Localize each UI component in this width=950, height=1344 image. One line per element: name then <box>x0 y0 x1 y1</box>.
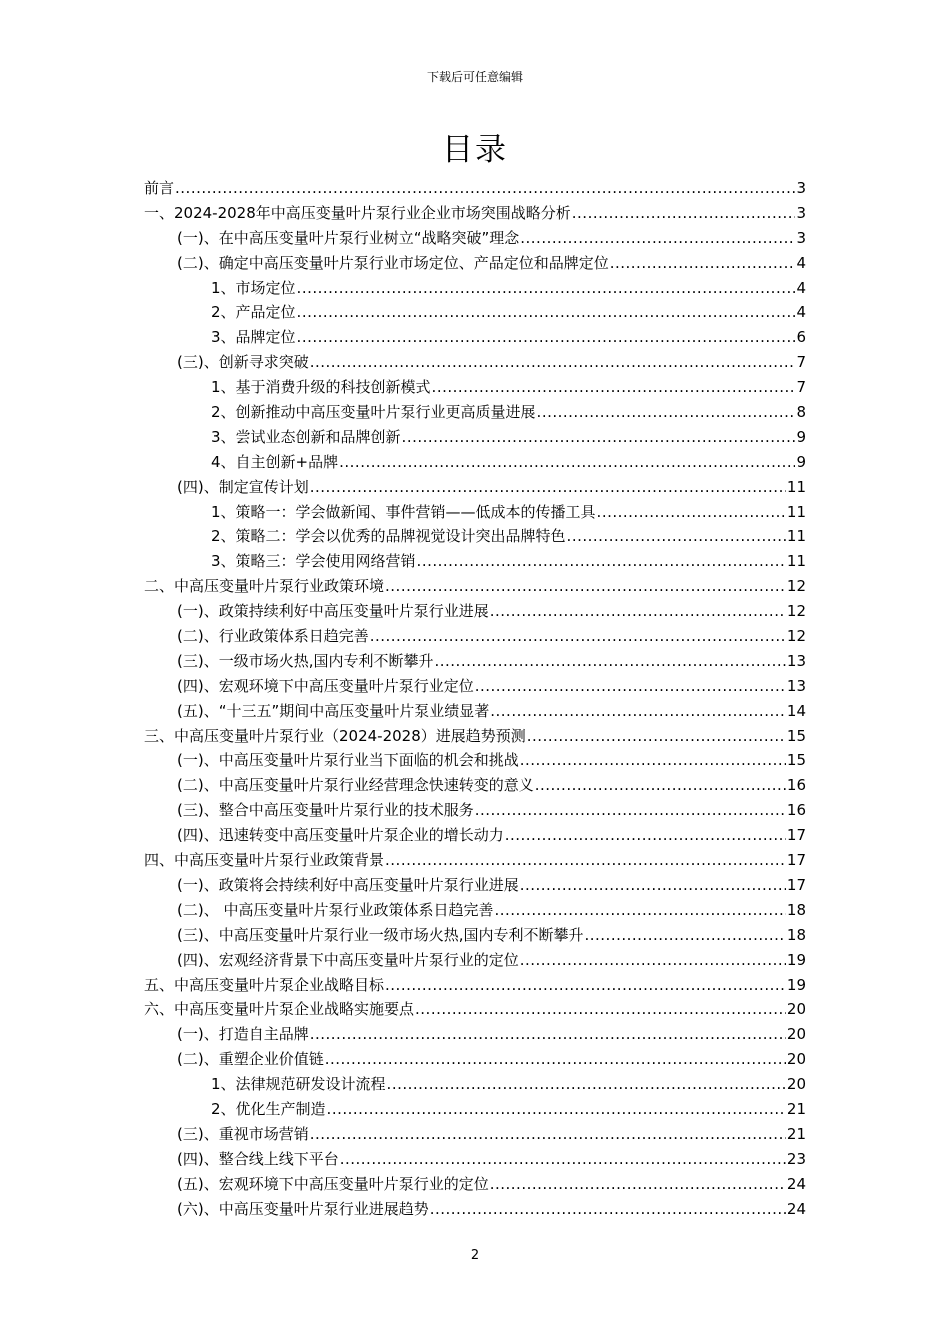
toc-entry-page: 12 <box>786 577 806 596</box>
toc-entry-page: 9 <box>796 427 806 446</box>
toc-entry-page: 12 <box>786 602 806 621</box>
toc-leader-dots <box>490 699 786 724</box>
toc-entry-text: 2、优化生产制造 <box>211 1099 326 1118</box>
toc-entry-page: 18 <box>786 925 806 944</box>
toc-entry-text: (一)、打造自主品牌 <box>177 1025 309 1044</box>
toc-entry-page: 21 <box>786 1099 806 1118</box>
toc-entry-text: 1、法律规范研发设计流程 <box>211 1075 386 1094</box>
toc-entry[interactable] <box>144 524 806 549</box>
toc-entry[interactable] <box>144 176 806 201</box>
toc-leader-dots <box>310 350 796 375</box>
toc-entry[interactable] <box>144 674 806 699</box>
toc-leader-dots <box>505 823 786 848</box>
toc-entry-page: 7 <box>796 353 806 372</box>
toc-entry[interactable] <box>144 948 806 973</box>
toc-entry-page: 21 <box>786 1124 806 1143</box>
table-of-contents <box>144 176 806 1221</box>
toc-leader-dots <box>175 176 795 201</box>
toc-entry-text: (四)、迅速转变中高压变量叶片泵企业的增长动力 <box>177 826 504 845</box>
toc-entry-text: (二)、确定中高压变量叶片泵行业市场定位、产品定位和品牌定位 <box>177 253 609 272</box>
toc-entry[interactable] <box>144 1172 806 1197</box>
toc-leader-dots <box>430 1197 786 1222</box>
toc-leader-dots <box>385 574 786 599</box>
toc-entry[interactable] <box>144 1097 806 1122</box>
toc-entry-text: 2、创新推动中高压变量叶片泵行业更高质量进展 <box>211 403 536 422</box>
toc-entry-page: 20 <box>786 1075 806 1094</box>
toc-entry-page: 18 <box>786 900 806 919</box>
toc-entry[interactable] <box>144 748 806 773</box>
toc-entry[interactable] <box>144 873 806 898</box>
toc-entry-page: 8 <box>796 403 806 422</box>
toc-leader-dots <box>490 599 786 624</box>
toc-entry-text: (二)、 中高压变量叶片泵行业政策体系日趋完善 <box>177 900 494 919</box>
toc-entry-page: 14 <box>786 701 806 720</box>
toc-entry-page: 19 <box>786 950 806 969</box>
toc-leader-dots <box>385 973 786 998</box>
toc-entry-page: 4 <box>796 303 806 322</box>
toc-entry-text: 四、中高压变量叶片泵行业政策背景 <box>144 851 385 870</box>
toc-entry[interactable] <box>144 798 806 823</box>
toc-entry-page: 11 <box>786 527 806 546</box>
toc-leader-dots <box>432 375 796 400</box>
toc-entry-text: 二、中高压变量叶片泵行业政策环境 <box>144 577 385 596</box>
toc-entry[interactable] <box>144 475 806 500</box>
toc-leader-dots <box>310 475 786 500</box>
toc-entry-text: 3、尝试业态创新和品牌创新 <box>211 427 401 446</box>
toc-leader-dots <box>434 649 785 674</box>
toc-entry[interactable] <box>144 848 806 873</box>
toc-entry-text: (五)、“十三五”期间中高压变量叶片泵业绩显著 <box>177 701 490 720</box>
toc-entry-page: 11 <box>786 477 806 496</box>
toc-leader-dots <box>610 251 796 276</box>
toc-leader-dots <box>475 798 786 823</box>
toc-entry-text: 4、自主创新+品牌 <box>211 452 339 471</box>
toc-entry-text: (四)、宏观环境下中高压变量叶片泵行业定位 <box>177 676 474 695</box>
toc-leader-dots <box>520 226 795 251</box>
toc-leader-dots <box>490 1172 786 1197</box>
toc-leader-dots <box>535 773 786 798</box>
toc-leader-dots <box>537 400 796 425</box>
toc-entry-page: 6 <box>796 328 806 347</box>
toc-entry-text: 1、策略一：学会做新闻、事件营销——低成本的传播工具 <box>211 502 596 521</box>
toc-entry[interactable] <box>144 1022 806 1047</box>
toc-entry-page: 3 <box>796 203 806 222</box>
toc-leader-dots <box>520 948 786 973</box>
toc-entry-text: 前言 <box>144 179 175 197</box>
toc-entry-page: 9 <box>796 452 806 471</box>
toc-entry-text: 一、2024-2028年中高压变量叶片泵行业企业市场突围战略分析 <box>144 203 571 222</box>
toc-entry-text: (二)、中高压变量叶片泵行业经营理念快速转变的意义 <box>177 776 534 795</box>
toc-entry-text: (三)、整合中高压变量叶片泵行业的技术服务 <box>177 801 474 820</box>
toc-entry[interactable] <box>144 923 806 948</box>
toc-entry[interactable] <box>144 450 806 475</box>
toc-entry-page: 13 <box>786 651 806 670</box>
toc-entry-page: 16 <box>786 801 806 820</box>
toc-leader-dots <box>297 325 796 350</box>
toc-entry-page: 7 <box>796 378 806 397</box>
toc-entry[interactable] <box>144 325 806 350</box>
toc-entry-text: (二)、行业政策体系日趋完善 <box>177 627 369 646</box>
toc-leader-dots <box>520 748 786 773</box>
toc-entry-text: (四)、宏观经济背景下中高压变量叶片泵行业的定位 <box>177 950 519 969</box>
toc-entry[interactable] <box>144 350 806 375</box>
toc-entry[interactable] <box>144 251 806 276</box>
toc-entry-page: 24 <box>786 1174 806 1193</box>
header-note: 下载后可任意编辑 <box>426 70 523 84</box>
toc-leader-dots <box>310 1122 786 1147</box>
toc-entry-text: 2、策略二：学会以优秀的品牌视觉设计突出品牌特色 <box>211 527 566 546</box>
toc-entry-page: 16 <box>786 776 806 795</box>
toc-entry[interactable] <box>144 425 806 450</box>
toc-entry[interactable] <box>144 1072 806 1097</box>
toc-entry-text: (二)、重塑企业价值链 <box>177 1050 324 1069</box>
toc-entry-text: (一)、中高压变量叶片泵行业当下面临的机会和挑战 <box>177 751 519 770</box>
toc-entry[interactable] <box>144 1147 806 1172</box>
toc-entry-text: (一)、政策持续利好中高压变量叶片泵行业进展 <box>177 602 489 621</box>
toc-entry[interactable] <box>144 500 806 525</box>
toc-entry-text: 三、中高压变量叶片泵行业（2024-2028）进展趋势预测 <box>144 726 526 745</box>
toc-entry[interactable] <box>144 400 806 425</box>
page-number: 2 <box>470 1248 480 1263</box>
toc-entry-page: 17 <box>786 875 806 894</box>
toc-entry-text: (一)、政策将会持续利好中高压变量叶片泵行业进展 <box>177 875 519 894</box>
toc-leader-dots <box>387 1072 786 1097</box>
toc-leader-dots <box>370 624 786 649</box>
toc-entry[interactable] <box>144 1197 806 1222</box>
toc-entry-page: 20 <box>786 1050 806 1069</box>
toc-entry-page: 23 <box>786 1149 806 1168</box>
toc-entry-text: 1、基于消费升级的科技创新模式 <box>211 378 431 397</box>
toc-entry[interactable] <box>144 649 806 674</box>
toc-leader-dots <box>415 997 786 1022</box>
toc-entry-text: (三)、一级市场火热,国内专利不断攀升 <box>177 651 434 670</box>
toc-entry-text: (三)、中高压变量叶片泵行业一级市场火热,国内专利不断攀升 <box>177 925 584 944</box>
toc-leader-dots <box>385 848 786 873</box>
toc-entry-page: 3 <box>796 179 806 197</box>
toc-leader-dots <box>325 1047 786 1072</box>
toc-leader-dots <box>340 1147 786 1172</box>
toc-entry-text: (五)、宏观环境下中高压变量叶片泵行业的定位 <box>177 1174 489 1193</box>
toc-entry[interactable] <box>144 1047 806 1072</box>
toc-entry[interactable] <box>144 699 806 724</box>
toc-entry-text: 3、策略三：学会使用网络营销 <box>211 552 416 571</box>
toc-leader-dots <box>327 1097 786 1122</box>
toc-entry[interactable] <box>144 973 806 998</box>
toc-entry[interactable] <box>144 300 806 325</box>
toc-entry[interactable] <box>144 624 806 649</box>
toc-leader-dots <box>310 1022 786 1047</box>
toc-entry[interactable] <box>144 276 806 301</box>
toc-entry-page: 4 <box>796 253 806 272</box>
toc-entry-page: 24 <box>786 1199 806 1218</box>
toc-entry[interactable] <box>144 773 806 798</box>
toc-entry-page: 20 <box>786 1025 806 1044</box>
toc-entry-text: (一)、在中高压变量叶片泵行业树立“战略突破”理念 <box>177 228 520 247</box>
toc-leader-dots <box>297 276 796 301</box>
toc-entry-text: (四)、整合线上线下平台 <box>177 1149 339 1168</box>
toc-entry-page: 15 <box>786 726 806 745</box>
toc-leader-dots <box>297 300 796 325</box>
toc-leader-dots <box>597 500 786 525</box>
toc-leader-dots <box>402 425 796 450</box>
toc-leader-dots <box>520 873 786 898</box>
toc-entry-text: (三)、创新寻求突破 <box>177 353 309 372</box>
toc-entry-page: 4 <box>796 278 806 297</box>
toc-entry-text: 3、品牌定位 <box>211 328 296 347</box>
toc-entry[interactable] <box>144 201 806 226</box>
toc-entry-text: 五、中高压变量叶片泵企业战略目标 <box>144 975 385 994</box>
toc-entry-text: (四)、制定宣传计划 <box>177 477 309 496</box>
toc-entry-text: 1、市场定位 <box>211 278 296 297</box>
toc-leader-dots <box>567 524 786 549</box>
toc-entry-page: 15 <box>786 751 806 770</box>
toc-leader-dots <box>572 201 796 226</box>
toc-entry[interactable] <box>144 375 806 400</box>
toc-entry-page: 3 <box>796 228 806 247</box>
toc-entry[interactable] <box>144 898 806 923</box>
toc-entry-page: 12 <box>786 627 806 646</box>
toc-title: 目录 <box>442 132 508 168</box>
toc-entry[interactable] <box>144 997 806 1022</box>
toc-leader-dots <box>527 724 786 749</box>
toc-entry[interactable] <box>144 724 806 749</box>
toc-entry[interactable] <box>144 574 806 599</box>
toc-entry-page: 17 <box>786 826 806 845</box>
toc-entry[interactable] <box>144 226 806 251</box>
toc-entry-page: 11 <box>786 552 806 571</box>
toc-entry-text: 六、中高压变量叶片泵企业战略实施要点 <box>144 1000 415 1019</box>
toc-leader-dots <box>339 450 795 475</box>
toc-entry-page: 17 <box>786 851 806 870</box>
toc-entry[interactable] <box>144 599 806 624</box>
toc-entry-page: 19 <box>786 975 806 994</box>
toc-entry-page: 20 <box>786 1000 806 1019</box>
toc-entry-text: (六)、中高压变量叶片泵行业进展趋势 <box>177 1199 429 1218</box>
toc-entry[interactable] <box>144 823 806 848</box>
toc-entry-text: (三)、重视市场营销 <box>177 1124 309 1143</box>
toc-entry-page: 11 <box>786 502 806 521</box>
toc-entry[interactable] <box>144 1122 806 1147</box>
toc-entry[interactable] <box>144 549 806 574</box>
toc-leader-dots <box>494 898 785 923</box>
toc-entry-text: 2、产品定位 <box>211 303 296 322</box>
toc-entry-page: 13 <box>786 676 806 695</box>
toc-leader-dots <box>475 674 786 699</box>
toc-leader-dots <box>584 923 785 948</box>
toc-leader-dots <box>417 549 786 574</box>
